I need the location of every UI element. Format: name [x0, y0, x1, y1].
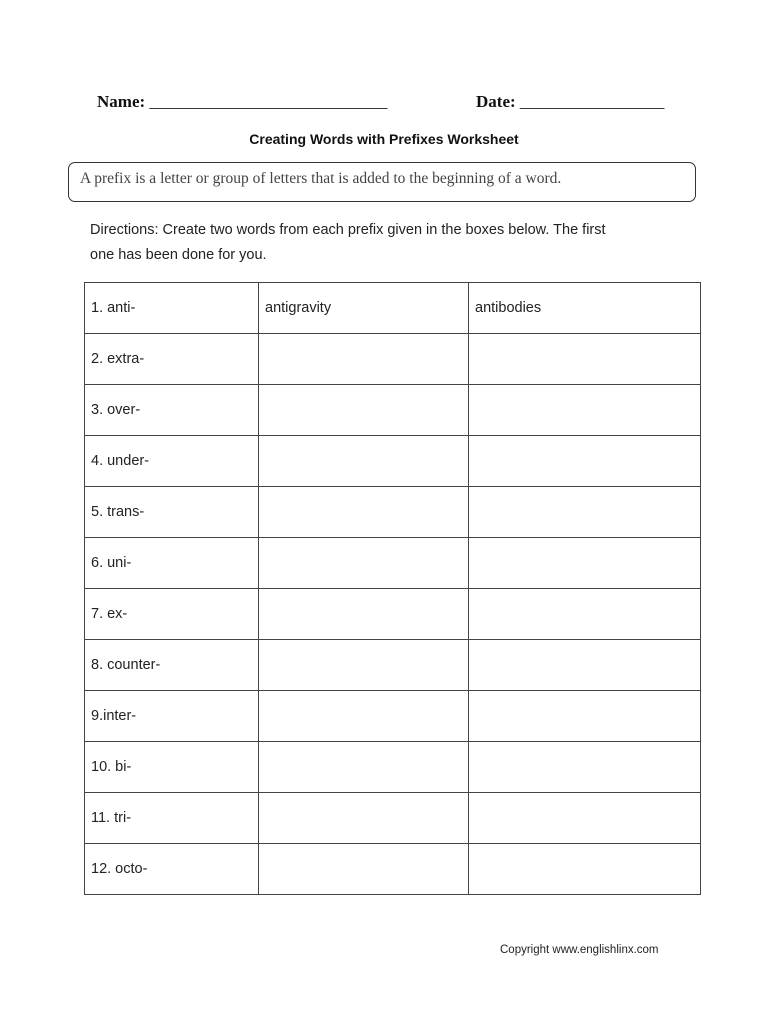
table-row — [85, 283, 701, 334]
prefix-cell: 12. octo- — [85, 844, 259, 895]
date-blank-line[interactable]: _________________ — [519, 92, 665, 111]
word2-cell[interactable] — [469, 640, 701, 691]
header-fields — [97, 92, 677, 118]
name-blank-line[interactable]: ____________________________ — [149, 92, 388, 111]
date-label: Date: — [476, 92, 516, 111]
prefix-cell: 3. over- — [85, 385, 259, 436]
name-label: Name: — [97, 92, 146, 111]
word1-cell[interactable] — [259, 436, 469, 487]
table-row — [85, 691, 701, 742]
table-row — [85, 844, 701, 895]
word2-cell[interactable] — [469, 334, 701, 385]
prefix-cell: 9.inter- — [85, 691, 259, 742]
directions — [90, 218, 690, 268]
word2-cell[interactable] — [469, 589, 701, 640]
word1-cell[interactable] — [259, 742, 469, 793]
prefix-cell: 11. tri- — [85, 793, 259, 844]
word1-cell[interactable] — [259, 385, 469, 436]
word1-cell[interactable] — [259, 691, 469, 742]
table-row — [85, 436, 701, 487]
date-field[interactable] — [476, 92, 664, 112]
word1-cell[interactable] — [259, 589, 469, 640]
table-row — [85, 334, 701, 385]
worksheet-title: Creating Words with Prefixes Worksheet — [249, 131, 519, 147]
word2-cell[interactable] — [469, 436, 701, 487]
directions-line-1: Directions: Create two words from each prefix given in the boxes below. The first — [90, 222, 606, 238]
word2-cell[interactable] — [469, 385, 701, 436]
table-row — [85, 793, 701, 844]
prefix-cell: 6. uni- — [85, 538, 259, 589]
word2-cell[interactable] — [469, 844, 701, 895]
prefix-cell: 1. anti- — [85, 283, 259, 334]
table-row — [85, 640, 701, 691]
prefix-cell: 4. under- — [85, 436, 259, 487]
word1-cell[interactable] — [259, 793, 469, 844]
word2-cell[interactable]: antibodies — [469, 283, 701, 334]
definition-box — [68, 162, 696, 202]
word1-cell[interactable]: antigravity — [259, 283, 469, 334]
prefix-cell: 5. trans- — [85, 487, 259, 538]
word2-cell[interactable] — [469, 793, 701, 844]
word1-cell[interactable] — [259, 538, 469, 589]
prefix-cell: 10. bi- — [85, 742, 259, 793]
prefix-cell: 2. extra- — [85, 334, 259, 385]
table-row — [85, 742, 701, 793]
word2-cell[interactable] — [469, 691, 701, 742]
table-row — [85, 487, 701, 538]
prefix-table-body — [85, 283, 701, 895]
copyright-notice: Copyright www.englishlinx.com — [500, 944, 659, 956]
prefix-table — [84, 282, 701, 895]
word2-cell[interactable] — [469, 487, 701, 538]
word1-cell[interactable] — [259, 640, 469, 691]
word1-cell[interactable] — [259, 487, 469, 538]
name-field[interactable] — [97, 92, 387, 112]
prefix-cell: 7. ex- — [85, 589, 259, 640]
word2-cell[interactable] — [469, 538, 701, 589]
table-row — [85, 589, 701, 640]
word1-cell[interactable] — [259, 844, 469, 895]
prefix-cell: 8. counter- — [85, 640, 259, 691]
word2-cell[interactable] — [469, 742, 701, 793]
definition-text: A prefix is a letter or group of letters that is added to the beginning of a word. — [80, 170, 562, 187]
table-row — [85, 385, 701, 436]
word1-cell[interactable] — [259, 334, 469, 385]
table-row — [85, 538, 701, 589]
directions-line-2: one has been done for you. — [90, 247, 267, 263]
